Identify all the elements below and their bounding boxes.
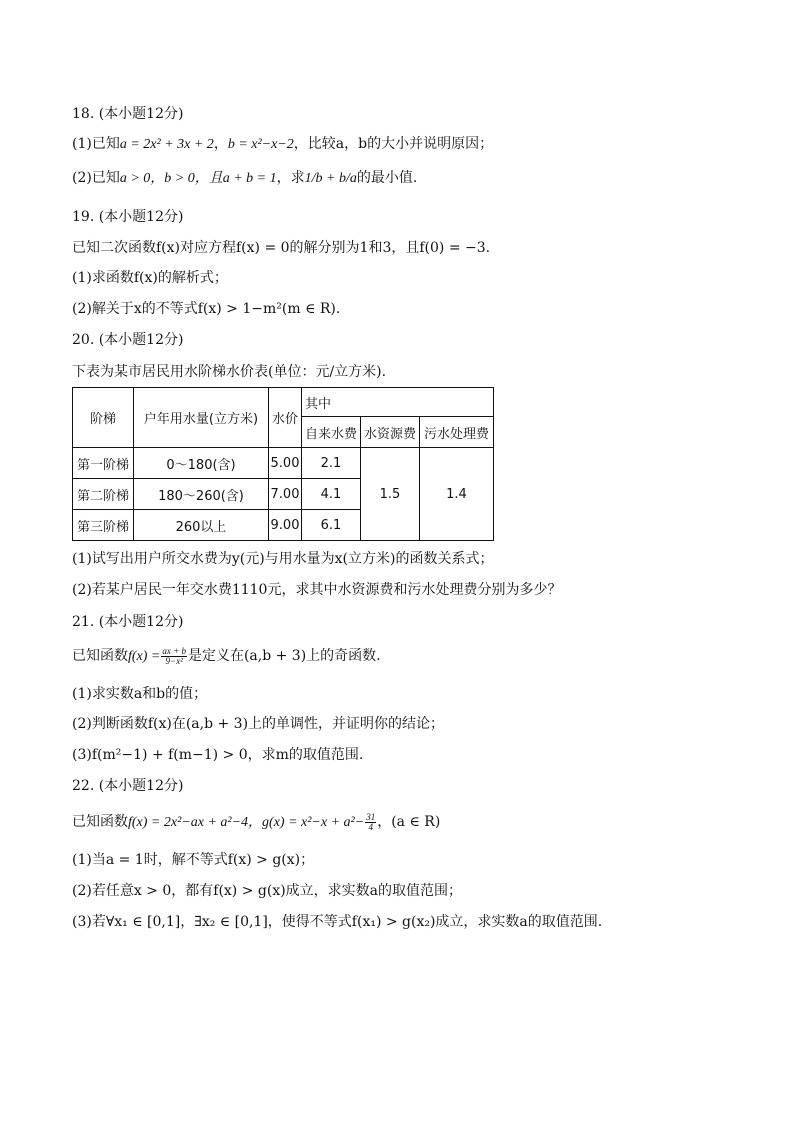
q21-fraction [161, 647, 187, 666]
sewage-fee-cell: 1.4 [420, 448, 494, 541]
q18-part1 [72, 134, 493, 155]
q18-title: 18. (本小题12分) [72, 106, 184, 122]
tap-fee-cell: 2.1 [302, 448, 361, 479]
q18-p2-mid: ，求 [276, 170, 305, 186]
tap-fee-cell: 6.1 [302, 510, 361, 541]
q21-part3: (3)f(m²−1) + f(m−1) > 0，求m的取值范围. [72, 747, 364, 763]
q18-p1-a: a = 2x² + 3x + 2 [119, 137, 214, 152]
tier-cell: 第三阶梯 [73, 510, 134, 541]
tier-cell: 第二阶梯 [73, 479, 134, 510]
header-tier: 阶梯 [73, 388, 134, 448]
q18-part2 [72, 168, 417, 189]
header-tap-fee: 自来水费 [302, 417, 361, 448]
q21-intro [72, 646, 381, 667]
q18-p1-b: b = x²−x−2 [227, 137, 294, 152]
q22-intro-f: f(x) = 2x²−ax + a²−4，g(x) = x²−x + a²− [128, 815, 365, 830]
tier-cell: 第一阶梯 [73, 448, 134, 479]
q18-p1-suffix: ，比较a，b的大小并说明原因； [293, 136, 494, 152]
q18-p2-cond: a > 0，b > 0，且a + b = 1 [119, 171, 277, 186]
q22-part2: (2)若任意x > 0，都有f(x) > g(x)成立，求实数a的取值范围； [72, 883, 463, 899]
q19-title: 19. (本小题12分) [72, 209, 184, 225]
q21-intro-prefix: 已知函数 [72, 648, 128, 664]
header-sewage-fee: 污水处理费 [420, 417, 494, 448]
header-among: 其中 [302, 388, 494, 417]
q22-fraction-numerator: 31 [366, 811, 376, 822]
q20-part2: (2)若某户居民一年交水费1110元，求其中水资源费和污水处理费分别为多少？ [72, 582, 562, 598]
q22-part1: (1)当a = 1时，解不等式f(x) > g(x)； [72, 852, 315, 868]
q19-part1: (1)求函数f(x)的解析式； [72, 270, 228, 286]
q20-title: 20. (本小题12分) [72, 332, 184, 348]
q20-part1: (1)试写出用户所交水费为y(元)与用水量为x(立方米)的函数关系式； [72, 551, 494, 567]
q21-intro-suffix: 是定义在(a,b + 3)上的奇函数. [187, 648, 381, 664]
q21-intro-f: f(x) = [128, 649, 161, 664]
q21-part1: (1)求实数a和b的值； [72, 686, 208, 702]
volume-cell: 0～180(含) [134, 448, 269, 479]
resource-fee-cell: 1.5 [361, 448, 420, 541]
q22-part3: (3)若∀x₁ ∈ [0,1]，∃x₂ ∈ [0,1]，使得不等式f(x₁) > g(x₂)成立，求实数a的取值范围. [72, 914, 603, 930]
q22-fraction [365, 813, 376, 832]
q22-title: 22. (本小题12分) [72, 778, 184, 794]
q20-intro: 下表为某市居民用水阶梯水价表(单位：元/立方米). [72, 364, 387, 380]
q21-title: 21. (本小题12分) [72, 614, 184, 630]
q21-fraction-denominator: 9−x² [165, 655, 183, 666]
table-row [73, 448, 494, 479]
q19-part2: (2)解关于x的不等式f(x) > 1−m²(m ∈ R). [72, 301, 341, 317]
q18-p2-prefix: (2)已知 [72, 170, 120, 186]
price-cell: 7.00 [269, 479, 302, 510]
q22-fraction-denominator: 4 [368, 821, 373, 832]
q18-p1-sep: ， [213, 136, 228, 152]
q19-intro: 已知二次函数f(x)对应方程f(x) = 0的解分别为1和3，且f(0) = −3. [72, 240, 491, 256]
q22-intro [72, 812, 440, 833]
volume-cell: 260以上 [134, 510, 269, 541]
q18-p1-prefix: (1)已知 [72, 136, 120, 152]
price-cell: 5.00 [269, 448, 302, 479]
volume-cell: 180～260(含) [134, 479, 269, 510]
q18-p2-suffix: 的最小值. [356, 170, 418, 186]
header-resource-fee: 水资源费 [361, 417, 420, 448]
header-price: 水价 [269, 388, 302, 448]
water-price-table [72, 387, 494, 541]
q22-intro-suffix: ，(a ∈ R) [377, 814, 441, 830]
tap-fee-cell: 4.1 [302, 479, 361, 510]
q21-part2: (2)判断函数f(x)在(a,b + 3)上的单调性，并证明你的结论； [72, 716, 445, 732]
price-cell: 9.00 [269, 510, 302, 541]
q18-p2-expr: 1/b + b/a [304, 171, 357, 186]
header-volume: 户年用水量(立方米) [134, 388, 269, 448]
q22-intro-prefix: 已知函数 [72, 814, 128, 830]
q21-fraction-numerator: ax + b [162, 645, 186, 656]
